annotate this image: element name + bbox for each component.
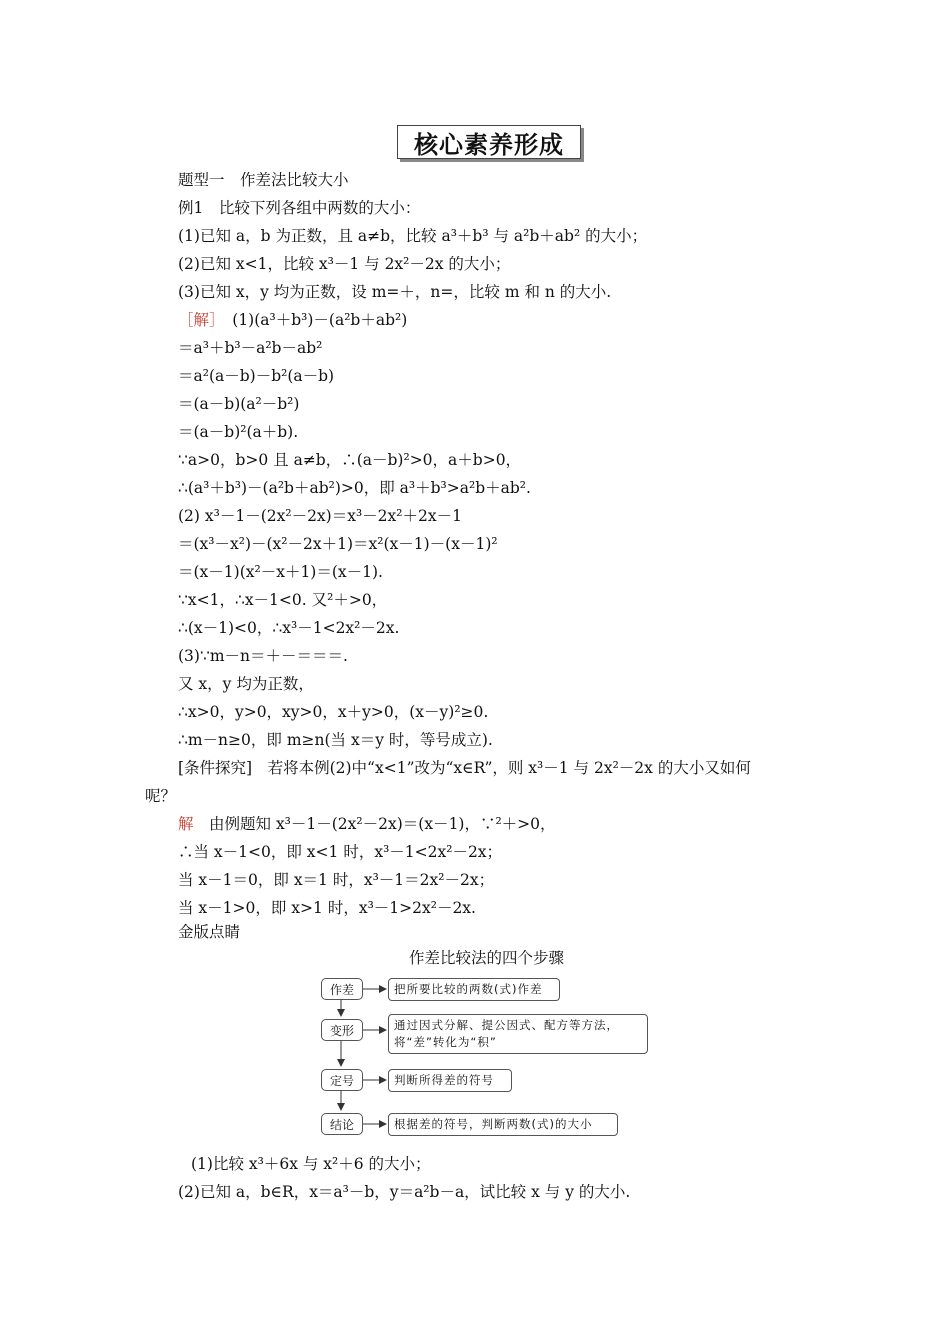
explore-solution-3: 当 x－1＝0，即 x＝1 时，x³－1＝2x²－2x； — [178, 871, 495, 889]
key-points-title: 金版点睛 — [178, 923, 241, 941]
topic-title: 题型一 作差法比较大小 — [178, 171, 349, 189]
example-title: 例1 比较下列各组中两数的大小： — [178, 199, 421, 217]
exercise-1: (1)比较 x³＋6x 与 x²＋6 的大小； — [191, 1155, 431, 1173]
step-difference-desc: 把所要比较的两数(式)作差 — [388, 978, 560, 1001]
solution-line-3: ＝a²(a－b)－b²(a－b) — [178, 367, 335, 385]
solution-line-9: ＝(x³－x²)－(x²－2x＋1)＝x²(x－1)－(x－1)² — [178, 535, 498, 553]
solution-line-7: ∴(a³＋b³)－(a²b＋ab²)>0，即 a³＋b³>a²b＋ab². — [178, 479, 531, 497]
solution-line-16: ∴m－n≥0，即 m≥n(当 x＝y 时，等号成立). — [178, 731, 493, 749]
step-transform-desc: 通过因式分解、提公因式、配方等方法，将“差”转化为“积” — [388, 1014, 648, 1054]
solution-line-8: (2) x³－1－(2x²－2x)＝x³－2x²＋2x－1 — [178, 507, 462, 525]
condition-explore: [条件探究] 若将本例(2)中“x<1”改为“x∈R”，则 x³－1 与 2x²－2x 的大小又如何 — [178, 759, 751, 777]
exercise-2: (2)已知 a，b∈R，x＝a³－b，y＝a²b－a，试比较 x 与 y 的大小. — [178, 1183, 631, 1201]
explore-solution-4: 当 x－1>0，即 x>1 时，x³－1>2x²－2x. — [178, 899, 476, 917]
question-2: (2)已知 x<1，比较 x³－1 与 2x²－2x 的大小； — [178, 255, 511, 273]
explore-solution-1-text: 由例题知 x³－1－(2x²－2x)＝(x－1)，∵²＋>0， — [193, 815, 556, 833]
solution-line-6: ∵a>0，b>0 且 a≠b，∴(a－b)²>0，a＋b>0， — [178, 451, 522, 469]
step-sign-desc: 判断所得差的符号 — [388, 1069, 512, 1092]
solution-line-5: ＝(a－b)²(a＋b). — [178, 423, 299, 441]
step-conclusion-desc: 根据差的符号，判断两数(式)的大小 — [388, 1113, 618, 1136]
explore-solution-2: ∴当 x－1<0，即 x<1 时，x³－1<2x²－2x； — [178, 843, 503, 861]
question-1: (1)已知 a，b 为正数，且 a≠b，比较 a³＋b³ 与 a²b＋ab² 的大小； — [178, 227, 648, 245]
step-sign: 定号 — [321, 1069, 363, 1091]
solution-line-1-text: (1)(a³＋b³)－(a²b＋ab²) — [216, 311, 408, 329]
solution-line-4: ＝(a－b)(a²－b²) — [178, 395, 300, 413]
solution-line-15: ∴x>0，y>0，xy>0，x＋y>0，(x－y)²≥0. — [178, 703, 489, 721]
section-heading-text: 核心素养形成 — [414, 130, 564, 159]
condition-explore-cont: 呢？ — [145, 787, 177, 805]
step-transform: 变形 — [321, 1019, 363, 1041]
step-difference: 作差 — [321, 978, 363, 1000]
solution-line-11: ∵x<1，∴x－1<0. 又²＋>0， — [178, 591, 388, 609]
diagram-title: 作差比较法的四个步骤 — [409, 949, 565, 967]
solution-line-10: ＝(x－1)(x²－x＋1)＝(x－1). — [178, 563, 383, 581]
solution-line-12: ∴(x－1)<0，∴x³－1<2x²－2x. — [178, 619, 400, 637]
solution-label: ［解］ — [178, 311, 217, 329]
explore-solution-label: 解 — [178, 815, 194, 833]
step-conclusion: 结论 — [321, 1113, 363, 1135]
solution-line-14: 又 x，y 均为正数， — [178, 675, 314, 693]
solution-line-2: ＝a³＋b³－a²b－ab² — [178, 339, 323, 357]
question-3: (3)已知 x，y 均为正数，设 m=＋，n=，比较 m 和 n 的大小. — [178, 283, 612, 301]
solution-line-13: (3)∵m－n＝＋－＝＝＝. — [178, 647, 348, 665]
